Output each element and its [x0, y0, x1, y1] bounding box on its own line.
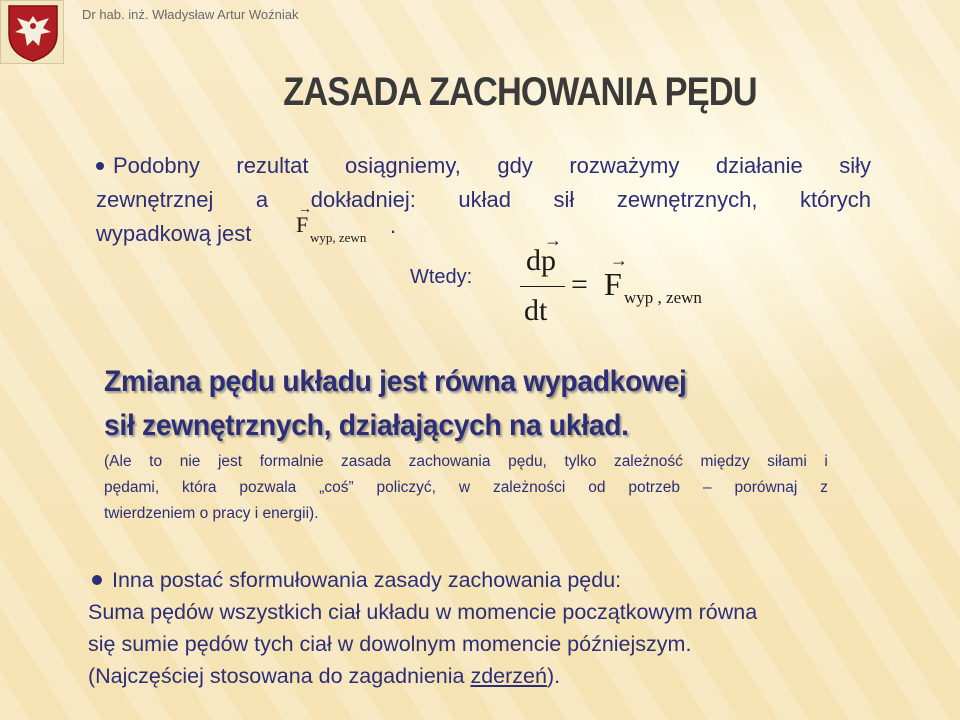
eagle-crest-icon: [7, 4, 59, 62]
para1-line-2: [96, 183, 871, 217]
para1-word: których: [800, 187, 871, 212]
note-word: pędami,: [104, 479, 160, 496]
note-word: która: [182, 479, 217, 496]
equation-denominator: dt: [524, 294, 548, 327]
note-line-2: [104, 475, 828, 501]
para2-line-3: się sumie pędów tych ciał w dowolnym momencie późniejszym.: [88, 632, 692, 656]
para1-word: rozważymy: [569, 153, 680, 178]
equals-sign: =: [571, 268, 588, 301]
statement-line-2: sił zewnętrznych, działających na układ.: [104, 409, 629, 442]
force-letter: F: [296, 212, 309, 237]
para1-word: gdy: [497, 153, 533, 178]
note-word: siłami: [767, 453, 807, 470]
note-word: między: [700, 453, 750, 470]
equation-numerator: dp: [526, 244, 556, 277]
wtedy-label: Wtedy:: [410, 266, 473, 288]
para2-line-2: Suma pędów wszystkich ciał układu w momencie początkowym równa: [88, 600, 758, 624]
note-word: i: [824, 453, 828, 470]
collisions-link[interactable]: zderzeń: [470, 664, 547, 688]
para1-word: zewnętrznych,: [616, 187, 758, 212]
bullet-icon: [96, 162, 104, 170]
vector-arrow-icon: →: [298, 202, 312, 217]
slide-title: ZASADA ZACHOWANIA PĘDU: [283, 70, 757, 114]
para1-word: układ: [458, 187, 512, 212]
bullet-icon: [92, 575, 102, 585]
paragraph-alternative-form: [88, 564, 918, 692]
para2-line-1: Inna postać sformułowania zasady zachowania pędu:: [88, 564, 918, 596]
momentum-change-statement: [104, 360, 837, 448]
inline-force-symbol: [296, 202, 367, 245]
force-subscript: wyp , zewn: [624, 288, 702, 307]
note-line-3: [104, 501, 828, 527]
para1-word: a: [255, 187, 269, 212]
note-word: pozwala: [239, 479, 297, 496]
note-word: nie: [179, 453, 201, 470]
note-word: zachowania: [408, 453, 491, 470]
note-word: formalnie: [259, 453, 324, 470]
fraction-bar: [520, 286, 565, 287]
note-word: zasada: [341, 453, 392, 470]
para1-line-1: [96, 149, 871, 183]
note-word: od: [588, 479, 606, 496]
remark-note: [104, 449, 828, 527]
note-word: policzyć,: [376, 479, 436, 496]
note-word: tylko: [564, 453, 597, 470]
para1-word: działanie: [715, 153, 803, 178]
para1-word: siły: [839, 153, 871, 178]
sentence-period: .: [390, 213, 397, 238]
note-word: „coś”: [319, 479, 354, 496]
vector-arrow-icon: →: [610, 250, 628, 270]
para1-line-3: [96, 217, 871, 251]
para1-word: osiągniemy,: [345, 153, 461, 178]
note-word: w: [458, 479, 471, 496]
paragraph-external-forces: [96, 149, 871, 251]
note-word: zależności: [492, 479, 566, 496]
note-word: to: [149, 453, 163, 470]
author-name: Dr hab. inż. Władysław Artur Woźniak: [82, 7, 299, 22]
vector-arrow-icon: →: [544, 230, 562, 250]
para1-word: dokładniej:: [310, 187, 416, 212]
note-word: zależność: [613, 453, 683, 470]
note-word: twierdzeniem o pracy i energii).: [104, 505, 319, 522]
note-word: pędu,: [508, 453, 547, 470]
note-word: jest: [217, 453, 243, 470]
force-letter: F: [604, 266, 622, 302]
note-line-1: [104, 449, 828, 475]
para2-line-4: (Najczęściej stosowana do zagadnienia zderzeń).: [88, 664, 561, 688]
force-subscript: wyp, zewn: [310, 230, 367, 245]
para1-word: sił: [553, 187, 575, 212]
note-word: (Ale: [104, 453, 132, 470]
para1-word: zewnętrznej: [96, 187, 214, 212]
university-logo: [0, 0, 64, 64]
para1-word: wypadkową jest: [96, 221, 252, 246]
statement-line-1: Zmiana pędu układu jest równa wypadkowej: [104, 365, 687, 398]
note-word: porównaj: [734, 479, 798, 496]
note-word: –: [702, 479, 712, 496]
note-word: potrzeb: [628, 479, 681, 496]
para1-word: Podobny: [96, 149, 200, 183]
para1-word: rezultat: [236, 153, 309, 178]
note-word: z: [820, 479, 828, 496]
